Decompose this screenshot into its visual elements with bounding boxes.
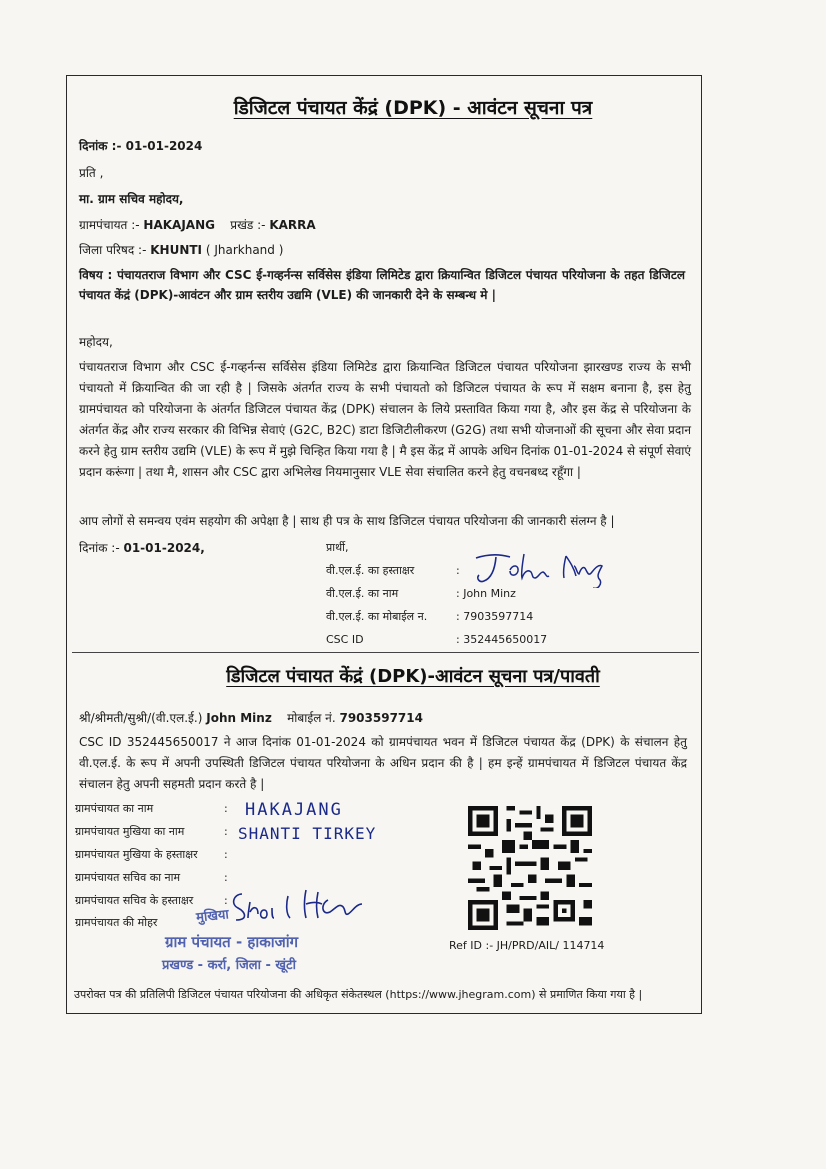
field-colon-2: : <box>224 825 228 838</box>
gp-value: HAKAJANG <box>143 218 215 232</box>
applicant-label: प्रार्थी, <box>326 541 349 554</box>
ack-title: डिजिटल पंचायत केंद्रं (DPK)-आवंटन सूचना पत्र/पावती <box>226 666 600 687</box>
sign-date-value: 01-01-2024, <box>123 541 205 555</box>
mobile-value: 7903597714 <box>339 711 423 725</box>
vle-mobile-value: : 7903597714 <box>456 610 534 623</box>
vle-sign-label: वी.एल.ई. का हस्ताक्षर <box>326 564 415 577</box>
block-label: प्रखंड :- <box>230 218 266 232</box>
field-colon-3: : <box>224 848 228 861</box>
field-label-sachiv-sign: ग्रामपंचायत सचिव के हस्ताक्षर <box>75 894 194 907</box>
ref-id: Ref ID :- JH/PRD/AIL/ 114714 <box>449 939 605 952</box>
letter-title: डिजिटल पंचायत केंद्रं (DPK) - आवंटन सूचना पत्र <box>233 97 593 119</box>
qr-code <box>468 806 592 930</box>
state-text: ( Jharkhand ) <box>205 243 284 257</box>
salutation: महोदय, <box>79 335 113 349</box>
vle-name-label: वी.एल.ई. का नाम <box>326 587 399 600</box>
csc-id-label: CSC ID <box>326 633 364 646</box>
district-row <box>79 242 283 258</box>
vle-line-prefix: श्री/श्रीमती/सुश्री/(वी.एल.ई.) <box>79 711 203 725</box>
section-divider <box>72 652 699 653</box>
ack-paragraph: CSC ID 352445650017 ने आज दिनांक 01-01-2024 को ग्रामपंचायत भवन में डिजिटल पंचायत केंद्र (DPK) के संचालन हेतु वी.एल.ई. के रूप में अपनी उपस्थिती डिजिटल पंचायत परियोजना के अधिन प्रदान की है | हम इन्हें ग्रामपंचायत में डिजिटल पंचायत केंद्र संचालन हेतु अपनी सहमती प्रदान करते है | <box>79 735 687 791</box>
field-label-seal: ग्रामपंचायत की मोहर <box>75 916 158 929</box>
field-label-gp-name: ग्रामपंचायत का नाम <box>75 802 154 815</box>
vle-name-value: : John Minz <box>456 587 516 600</box>
mukhiya-name-handwritten: SHANTI TIRKEY <box>238 824 377 843</box>
vle-line <box>79 710 423 726</box>
gp-name-handwritten: HAKAJANG <box>245 800 343 820</box>
letter-date: दिनांक :- 01-01-2024 <box>79 139 203 153</box>
field-colon-1: : <box>224 802 228 815</box>
vle-mobile-label: वी.एल.ई. का मोबाईल न. <box>326 610 428 623</box>
gp-row <box>79 217 316 233</box>
subject-text: विषय : पंचायतराज विभाग और CSC ई-गव्हर्नन्स सर्विसेस इंडिया लिमिटेड द्वारा क्रियान्वित डिजिटल पंचायत परियोजना के तहत डिजिटल पंचायत केंद्रं (DPK)-आवंटन और ग्राम स्तरीय उद्यमि (VLE) की जानकारी देने के सम्बन्ध मे | <box>79 268 685 302</box>
field-colon-5: : <box>224 894 228 907</box>
gp-label: ग्रामपंचायत :- <box>79 218 140 232</box>
body-paragraph: पंचायतराज विभाग और CSC ई-गव्हर्नन्स सर्विसेस इंडिया लिमिटेड द्वारा क्रियान्वित डिजिटल पंचायत परियोजना झारखण्ड राज्य के सभी पंचायतो में क्रियान्वित की जा रही है | जिसके अंतर्गत राज्य के सभी पंचायतो को डिजिटल पंचायत के रूप में सक्षम बनाना है, इस हेतु ग्रामपंचायत को परियोजना के अंतर्गत डिजिटल पंचायत केंद्र (DPK) संचालन के लिये प्रस्तावित किया गया है, और इस केंद्र से परियोजना के अंतर्गत केंद्र और राज्य सरकार की विभिन्न सेवाएं (G2C, B2C) डाटा डिजिटीलीकरण (G2G) तथा सभी योजनाओं की सूचना और सेवा प्रदान करने हेतु ग्राम स्तरीय उद्यमि (VLE) के रूप में मुझे चिन्हित किया गया है | मै इस केंद्र में आपके अधिन दिनांक 01-01-2024 से संपूर्ण सेवाएं प्रदान करूंगा | तथा मै, शासन और CSC द्वारा अभिलेख नियमानुसार VLE सेवा संचालित करने हेतु वचनबध्द रहूँगा | <box>79 360 691 479</box>
mukhiya-stamp: मुखिया <box>195 907 230 926</box>
addressee: मा. ग्राम सचिव महोदय, <box>79 192 184 206</box>
field-colon-4: : <box>224 871 228 884</box>
footer-note: उपरोक्त पत्र की प्रतिलिपी डिजिटल पंचायत परियोजना की अधिकृत संकेतस्थल (https://www.jhegram.com) से प्रमाणित किया गया है | <box>74 988 643 1001</box>
field-label-mukhiya-name: ग्रामपंचायत मुखिया का नाम <box>75 825 185 838</box>
field-label-mukhiya-sign: ग्रामपंचायत मुखिया के हस्ताक्षर <box>75 848 198 861</box>
field-label-sachiv-name: ग्रामपंचायत सचिव का नाम <box>75 871 181 884</box>
district-value: KHUNTI <box>150 243 203 257</box>
seal-line-2: प्रखण्ड - कर्रा, जिला - खूंटी <box>162 958 296 973</box>
mobile-label: मोबाईल नं. <box>287 711 336 725</box>
sign-date <box>79 540 205 556</box>
district-label: जिला परिषद :- <box>79 243 147 257</box>
vle-sign-value: : <box>456 564 460 577</box>
block-value: KARRA <box>269 218 316 232</box>
seal-line-1: ग्राम पंचायत - हाकाजांग <box>165 933 299 951</box>
vle-line-name: John Minz <box>206 711 272 725</box>
csc-id-value: : 352445650017 <box>456 633 548 646</box>
request-text: आप लोगों से समन्वय एवंम सहयोग की अपेक्षा है | साथ ही पत्र के साथ डिजिटल पंचायत परियोजना की जानकारी संलग्न है | <box>79 514 615 528</box>
sign-date-label: दिनांक :- <box>79 541 120 555</box>
mukhiya-signature <box>228 886 368 922</box>
prati-text: प्रति , <box>79 166 104 180</box>
vle-signature <box>470 548 620 588</box>
